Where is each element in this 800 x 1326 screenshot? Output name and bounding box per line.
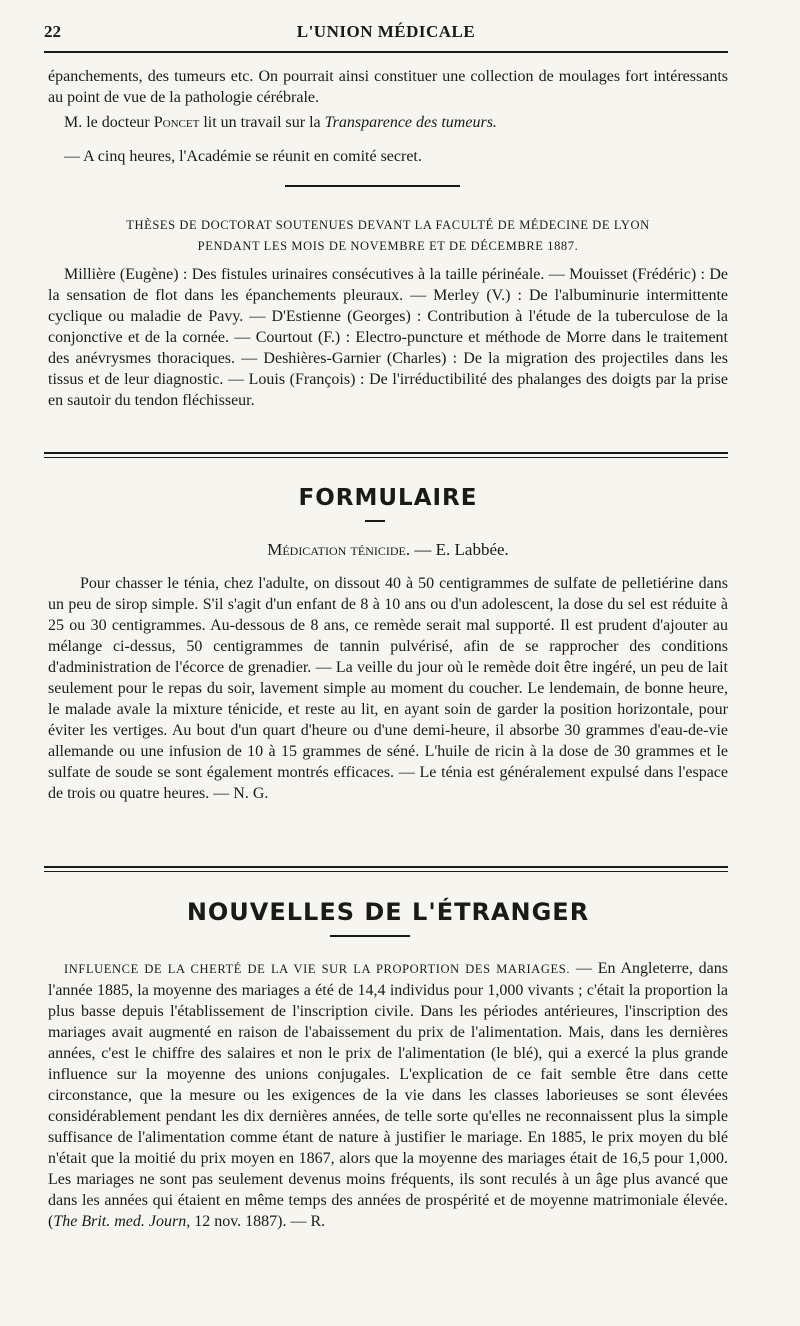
poncet-name: Poncet <box>153 114 200 131</box>
formulaire-body: Pour chasser le ténia, chez l'adulte, on dissout 40 à 50 centigrammes de sulfate de pelletiérine dans un peu de sirop simple. S'il s'agit d'un enfant de 8 à 10 ans ou d'un adolescent, la dose du sel est réduite à 25 ou 30 centigrammes. Au-dessous de 8 ans, ce remède serait mal supporté. Il est prudent d'ajouter au mélange ci-dessus, 50 centigrammes de tannin pulvérisé, afin de se rapprocher des conditions d'administration de l'écorce de grenadier. — La veille du jour où le remède doit être ingéré, un peu de lait seulement pour le repas du soir, lavement simple au moment du coucher. Le lendemain, de bonne heure, le malade avale la mixture ténicide, et reste au lit, en ayant soin de garder la position horizontale, pour éviter les vertiges. Au bout d'un quart d'heure ou d'une demi-heure, il absorbe 30 grammes d'eau-de-vie allemande ou une infusion de 10 à 15 grammes de séné. L'huile de ricin à la dose de 30 grammes et le sulfate de soude se sont également montrés efficaces. — Le ténia est généralement expulsé dans l'espace de trois ou quatre heures. — N. G. <box>48 575 728 802</box>
nouvelles-body <box>48 958 728 1232</box>
theses-rule-top <box>44 452 728 454</box>
theses-list: Millière (Eugène) : Des fistules urinaires consécutives à la taille périnéale. — Mouisset (Frédéric) : De la sensation de flot dans les épanchements pleuraux. — Merley (V.) : De l'albuminurie intermittente cyclique ou maladie de Pavy. — D'Estienne (Georges) : Contribution à l'étude de la tuberculose de la conjonctive et de la cornée. — Courtout (F.) : Electro-puncture et méthode de Morre dans le traitement des anévrysmes thoraciques. — Deshières-Garnier (Charles) : De la migration des projectiles dans les tissus et de leur diagnostic. — Louis (François) : De l'irréductibilité des phalanges des doigts par la prise en sautoir du tendon fléchisseur. <box>48 266 728 409</box>
page-header <box>44 22 728 50</box>
formulaire-title-rule <box>365 520 385 522</box>
formulaire-rule-top <box>44 866 728 868</box>
header-rule <box>44 51 728 53</box>
nouvelles-title: NOUVELLES DE L'ÉTRANGER <box>186 898 590 926</box>
theses-rule-bottom <box>44 457 728 458</box>
nouvelles-citation: The Brit. med. Journ, <box>53 1213 191 1230</box>
formulaire-title: FORMULAIRE <box>298 485 478 511</box>
nouvelles-end: 12 nov. 1887). — R. <box>190 1213 326 1230</box>
nouvelles-lead: INFLUENCE DE LA CHERTÉ DE LA VIE SUR LA PROPORTION DES MARIAGES. <box>64 962 571 976</box>
page-number: 22 <box>44 22 61 41</box>
nouvelles-title-rule <box>330 935 410 937</box>
journal-title: L'UNION MÉDICALE <box>296 22 476 41</box>
poncet-prefix: M. le docteur <box>64 114 154 131</box>
theses-heading-line2: PENDANT LES MOIS DE NOVEMBRE ET DE DÉCEMBRE 1887. <box>197 239 579 253</box>
poncet-work-title: Transparence des tumeurs. <box>324 114 497 131</box>
medication-label: Médication ténicide. <box>267 540 411 559</box>
nouvelles-text: — En Angleterre, dans l'année 1885, la moyenne des mariages a été de 14,4 individus pour 1,000 vivants ; c'était la proportion la plus basse depuis l'établissement de l'inscription civile. Dans les périodes antérieures, l'inscription des mariages avait augmenté en raison de l'abaissement du prix de l'alimentation. Mais, dans les dernières années, c'est le chiffre des salaires et non le prix de l'alimentation (le blé), qui a exercé la plus grande influence sur la moyenne des unions conjugales. L'explication de ce fait semble être dans cette circonstance, que la mesure ou les exigences de la vie dans les classes laborieuses se sont élevées considérablement pendant les dix dernières années, de telle sorte qu'elles ne reconnaissent plus la simple suffisance de l'alimentation comme étant de nature à justifier le mariage. En 1885, le prix moyen du blé n'était que la moitié du prix moyen en 1867, alors que la moyenne des mariages était de 16,5 pour 1,000. Les mariages ne sont pas seulement devenus moins fréquents, ils sont reculés à un âge plus avancé que dans les années qui étaient en même temps des années de prospérité et de moyenne matrimoniale élevée. ( <box>48 960 729 1230</box>
poncet-paragraph <box>48 112 728 133</box>
short-divider <box>285 185 460 187</box>
poncet-mid: lit un travail sur la <box>199 114 325 131</box>
formulaire-subtitle <box>48 540 728 560</box>
secret-committee-paragraph: — A cinq heures, l'Académie se réunit en comité secret. <box>64 148 422 165</box>
theses-heading-line1: THÈSES DE DOCTORAT SOUTENUES DEVANT LA FACULTÉ DE MÉDECINE DE LYON <box>126 218 650 232</box>
formulaire-rule-bottom <box>44 871 728 872</box>
intro-paragraph: épanchements, des tumeurs etc. On pourrait ainsi constituer une collection de moulages fort intéressants au point de vue de la pathologie cérébrale. <box>48 68 728 106</box>
medication-author: — E. Labbée. <box>414 540 509 559</box>
